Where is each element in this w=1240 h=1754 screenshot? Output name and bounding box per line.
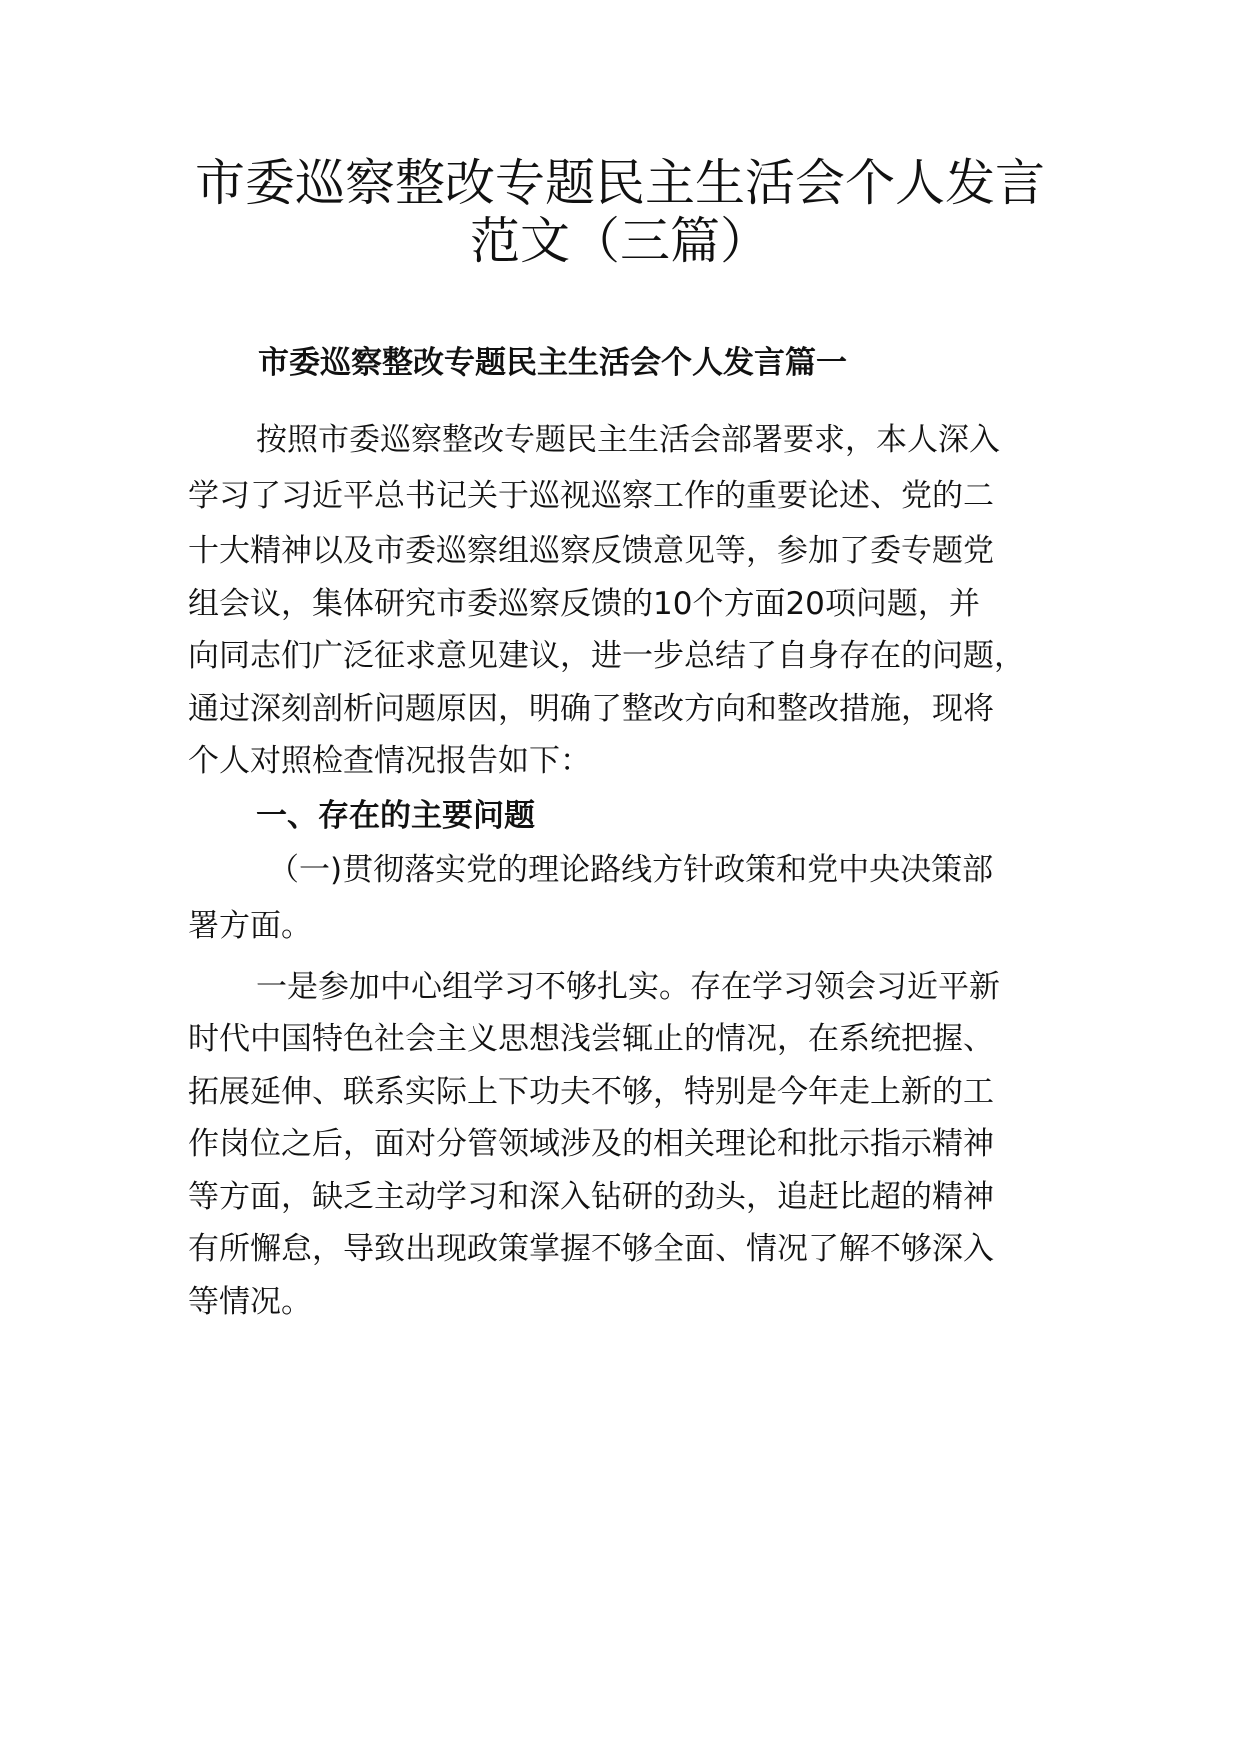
subpart-line: （一)贯彻落实党的理论路线方针政策和党中央决策部: [268, 852, 994, 888]
intro-line: 十大精神以及市委巡察组巡察反馈意见等，参加了委专题党: [188, 533, 994, 569]
part-one-heading: 一、存在的主要问题: [256, 798, 535, 834]
point-line: 有所懈怠，导致出现政策掌握不够全面、情况了解不够深入: [188, 1231, 994, 1267]
intro-line: 学习了习近平总书记关于巡视巡察工作的重要论述、党的二: [188, 478, 994, 514]
intro-line: 向同志们广泛征求意见建议，进一步总结了自身存在的问题，: [188, 638, 1025, 674]
intro-line: 个人对照检查情况报告如下：: [188, 743, 591, 779]
point-line: 等方面，缺乏主动学习和深入钻研的劲头，追赶比超的精神: [188, 1179, 994, 1215]
subpart-line: 署方面。: [188, 908, 312, 944]
intro-line: 通过深刻剖析问题原因，明确了整改方向和整改措施，现将: [188, 691, 994, 727]
section-heading: 市委巡察整改专题民主生活会个人发言篇一: [258, 345, 847, 381]
point-line: 拓展延伸、联系实际上下功夫不够，特别是今年走上新的工: [188, 1074, 994, 1110]
document-title-line-1: 市委巡察整改专题民主生活会个人发言: [195, 154, 1045, 212]
point-line: 时代中国特色社会主义思想浅尝辄止的情况，在系统把握、: [188, 1021, 994, 1057]
intro-line: 按照市委巡察整改专题民主生活会部署要求，本人深入: [256, 422, 1000, 458]
intro-line: 组会议，集体研究市委巡察反馈的10个方面20项问题，并: [188, 586, 980, 622]
point-line: 作岗位之后，面对分管领域涉及的相关理论和批示指示精神: [188, 1126, 994, 1162]
point-line: 等情况。: [188, 1284, 312, 1320]
point-line: 一是参加中心组学习不够扎实。存在学习领会习近平新: [256, 969, 1000, 1005]
document-title-line-2: 范文（三篇）: [470, 212, 770, 270]
